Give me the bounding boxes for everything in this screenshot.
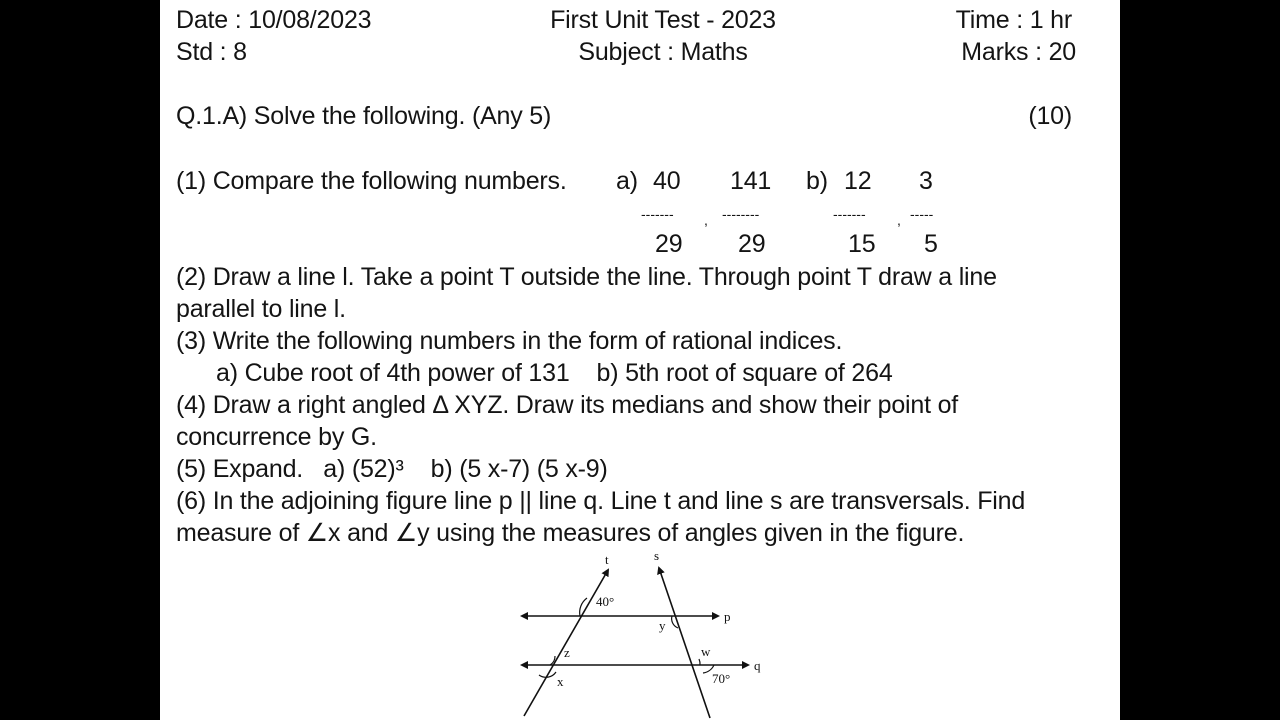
question-3-line-1: (3) Write the following numbers in the form of rational indices.	[176, 327, 843, 355]
transversal-figure	[500, 548, 800, 720]
angle-y-label: y	[659, 618, 666, 633]
exam-paper	[160, 0, 1120, 720]
q1-fraction-bar-1: -------	[641, 206, 674, 222]
question-6-line-2: measure of ∠x and ∠y using the measures of angles given in the figure.	[176, 519, 965, 547]
question-6-line-1: (6) In the adjoining figure line p || line q. Line t and line s are transversals. Find	[176, 487, 1026, 515]
q1-b-denominator-1: 15	[848, 230, 876, 258]
q1-b-numerator-2: 3	[919, 167, 933, 195]
q1-fraction-bar-4: -----	[910, 206, 934, 222]
q1-a-denominator-2: 29	[738, 230, 766, 258]
label-p: p	[724, 609, 731, 624]
angle-70-label: 70°	[712, 671, 731, 686]
line-s	[659, 568, 710, 718]
q1-comma-2: ,	[897, 212, 901, 228]
q1-b-numerator-1: 12	[844, 167, 872, 195]
section-title: Q.1.A) Solve the following. (Any 5)	[176, 102, 552, 130]
exam-date: Date : 10/08/2023	[176, 6, 372, 34]
line-q-left-arrow-icon	[520, 661, 528, 669]
question-2-line-2: parallel to line l.	[176, 295, 346, 323]
label-q: q	[754, 658, 761, 673]
angle-w-label: w	[701, 644, 711, 659]
label-t: t	[605, 552, 609, 567]
q1-a-denominator-1: 29	[655, 230, 683, 258]
angle-w-arc	[699, 659, 700, 665]
line-t	[524, 570, 608, 716]
line-p-left-arrow-icon	[520, 612, 528, 620]
q1-fraction-bar-2: --------	[722, 206, 760, 222]
q1-a-numerator-2: 141	[730, 167, 772, 195]
exam-title: First Unit Test - 2023	[550, 6, 776, 34]
q1-fraction-bar-3: -------	[833, 206, 866, 222]
exam-std: Std : 8	[176, 38, 247, 66]
q1-b-label: b)	[806, 167, 828, 195]
exam-marks: Marks : 20	[961, 38, 1076, 66]
question-1-text: (1) Compare the following numbers.	[176, 167, 567, 195]
question-5-line-1: (5) Expand. a) (52)³ b) (5 x-7) (5 x-9)	[176, 455, 608, 483]
q1-b-denominator-2: 5	[924, 230, 938, 258]
angle-x-label: x	[557, 674, 564, 689]
question-4-line-2: concurrence by G.	[176, 423, 377, 451]
section-marks: (10)	[1028, 102, 1072, 130]
q1-comma-1: ,	[704, 212, 708, 228]
question-3-line-2: a) Cube root of 4th power of 131 b) 5th root of square of 264	[216, 359, 893, 387]
angle-40-label: 40°	[596, 594, 615, 609]
q1-a-label: a)	[616, 167, 638, 195]
q1-a-numerator-1: 40	[653, 167, 681, 195]
angle-z-label: z	[564, 645, 570, 660]
question-2-line-1: (2) Draw a line l. Take a point T outside the line. Through point T draw a line	[176, 263, 997, 291]
exam-time: Time : 1 hr	[955, 6, 1072, 34]
label-s: s	[654, 548, 660, 563]
exam-subject: Subject : Maths	[578, 38, 748, 66]
question-4-line-1: (4) Draw a right angled Δ XYZ. Draw its medians and show their point of	[176, 391, 959, 419]
